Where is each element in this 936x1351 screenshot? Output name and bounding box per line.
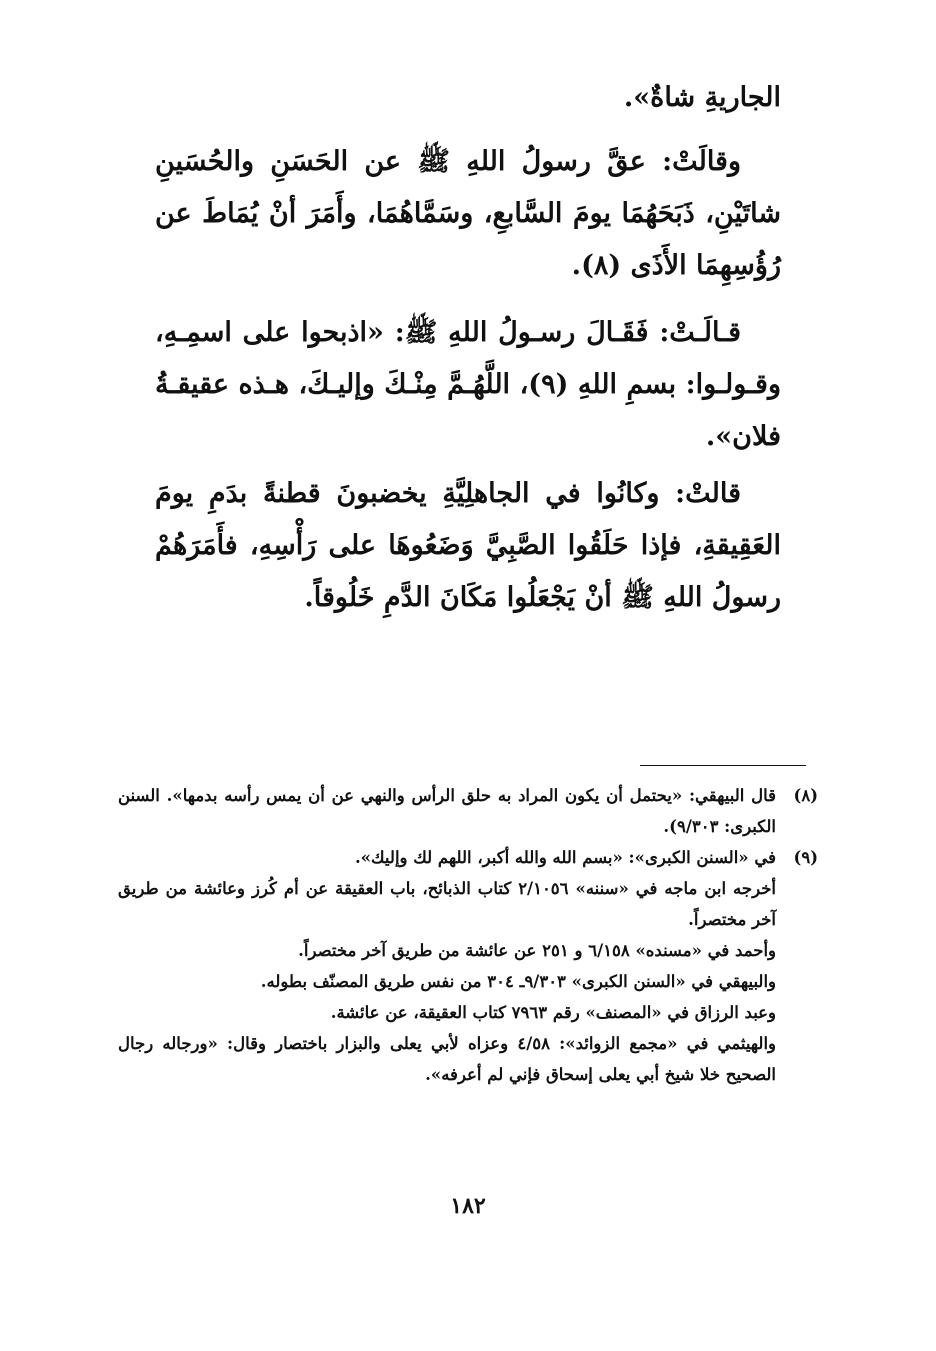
- footnote-line: وعبد الرزاق في «المصنف» رقم ٧٩٦٣ كتاب العقيقة، عن عائشة.: [330, 1003, 776, 1022]
- paragraph-2-text: وقالَتْ: عقَّ رسولُ اللهِ ﷺ عن الحَسَنِ والحُسَينِ شاتَيْنِ، ذَبَحَهُمَا يومَ السَّابعِ، وسَمَّاهُمَا، وأَمَرَ أنْ يُمَاطَ عن رُؤُسِهِمَا الأَذَى (٨).: [155, 146, 781, 281]
- footnote-line: والهيثمي في «مجمع الزوائد»: ٤/٥٨ وعزاه لأبي يعلى والبزار باختصار وقال: «ورجاله رجال الصحيح خلا شيخ أبي يعلى إسحاق فإني لم أعرفه».: [118, 1034, 776, 1084]
- paragraph-3: [155, 307, 781, 463]
- paragraph-2: [155, 136, 781, 292]
- paragraph-3-text: قـالَـتْ: فَقَـالَ رسـولُ اللهِ ﷺ: «اذبحوا على اسمِـهِ، وقـولـوا: بسمِ اللهِ (٩)، اللَّهُـمَّ مِنْـكَ وإليـكَ، هـذه عقيقـةُ فلان».: [155, 317, 781, 452]
- paragraph-4-text: قالتْ: وكانُوا في الجاهلِيَّةِ يخضبونَ قطنةً بدَمِ يومَ العَقِيقةِ، فإذا حَلَقُوا الصَّبِيَّ وَضَعُوهَا على رَأْسِهِ، فأَمَرَهُمْ رسولُ اللهِ ﷺ أنْ يَجْعَلُوا مَكَانَ الدَّمِ خَلُوقاً.: [155, 478, 781, 613]
- footnote-line: قال البيهقي: «يحتمل أن يكون المراد به حلق الرأس والنهي عن أن يمس رأسه بدمها». السنن الكبرى: ٩/٣٠٣).: [118, 786, 776, 836]
- paragraph-1: الجاريةِ شاةٌ».: [623, 82, 781, 113]
- footnotes: [118, 780, 818, 1090]
- page-number: ١٨٢: [450, 1193, 486, 1219]
- paragraph-4: [155, 468, 781, 624]
- footnote-number: (٨): [793, 786, 818, 805]
- footnote-8: [118, 780, 818, 842]
- footnote-line: أخرجه ابن ماجه في «سننه» ٢/١٠٥٦ كتاب الذبائح، باب العقيقة عن أم كُرز وعائشة من طريق آخر مختصراً.: [118, 879, 776, 929]
- footnote-body: [118, 842, 776, 1090]
- footnote-divider: [640, 765, 806, 766]
- footnote-number: (٩): [793, 848, 818, 867]
- footnote-9: [118, 842, 818, 1090]
- footnote-line: في «السنن الكبرى»: «بسم الله والله أكبر، اللهم لك وإليك».: [354, 848, 776, 867]
- footnote-body: [118, 780, 776, 842]
- footnote-line: وأحمد في «مسنده» ٦/١٥٨ و ٢٥١ عن عائشة من طريق آخر مختصراً.: [298, 941, 776, 960]
- footnote-line: والبيهقي في «السنن الكبرى» ٩/٣٠٣ـ ٣٠٤ من نفس طريق المصنّف بطوله.: [260, 972, 776, 991]
